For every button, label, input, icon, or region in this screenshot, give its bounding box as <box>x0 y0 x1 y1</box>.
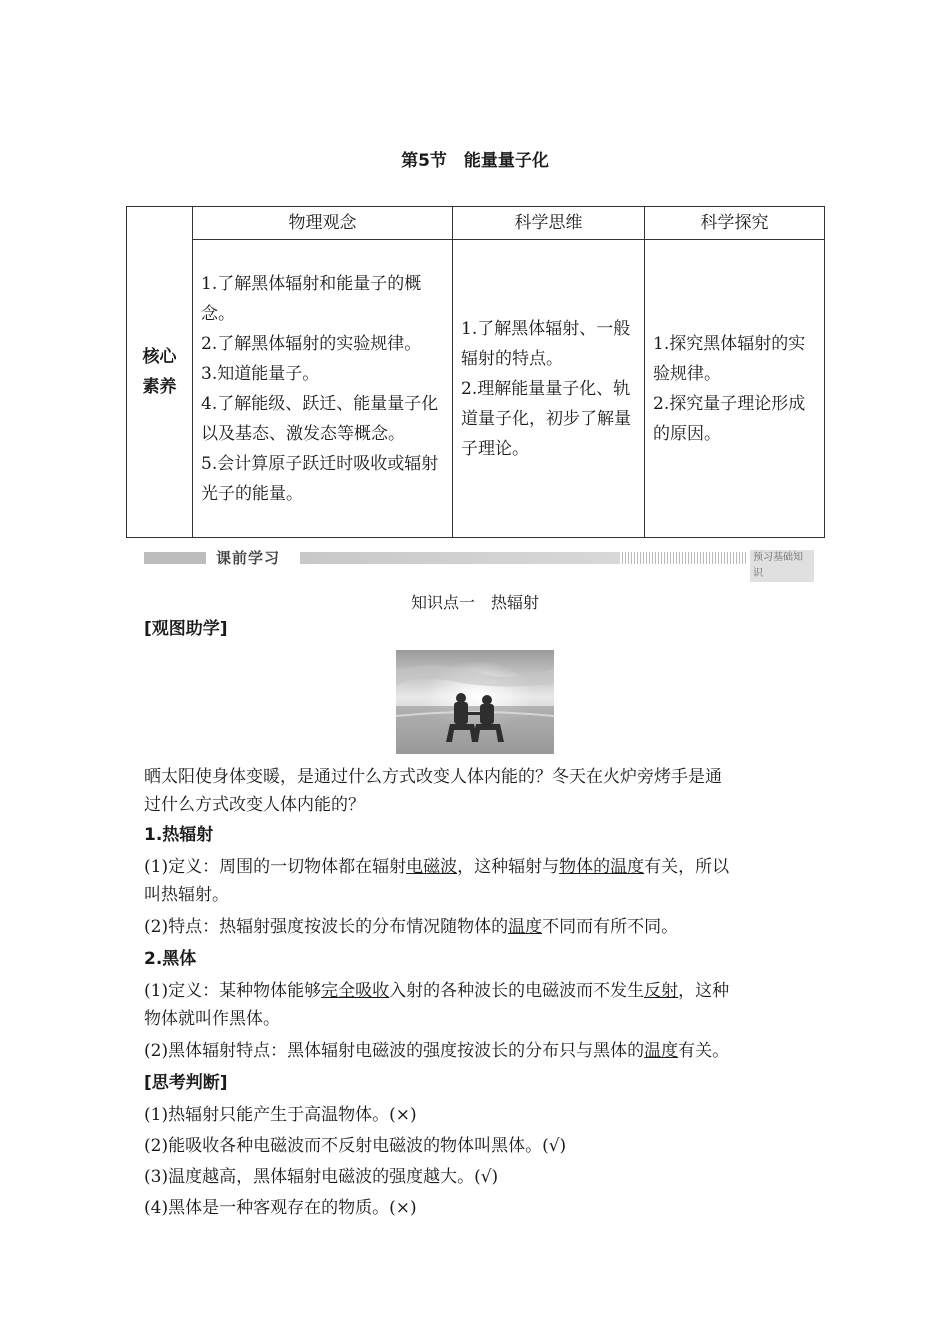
text: ，这种辐射与 <box>457 857 560 877</box>
answer-underlined: 温度 <box>508 917 543 937</box>
thinking-item: 2.理解能量量子化、轨道量子化，初步了解量子理论。 <box>461 378 631 459</box>
concept-item: 1.了解黑体辐射和能量子的概念。 <box>201 273 422 324</box>
text: (2)黑体辐射特点：黑体辐射电磁波的强度按波长的分布只与黑体的 <box>144 1041 645 1061</box>
guide-label: [观图助学] <box>144 619 228 639</box>
answer-underlined: 反射 <box>644 981 679 1001</box>
judgment-item: (1)热辐射只能产生于高温物体。(×) <box>144 1105 417 1125</box>
text: 有关，所以 <box>644 857 730 877</box>
blackbody-definition-line-2: 物体就叫作黑体。 <box>144 1009 280 1029</box>
thinking-item: 1.了解黑体辐射、一般辐射的特点。 <box>461 318 631 369</box>
header-scientific-thinking: 科学思维 <box>453 207 645 240</box>
section-banner <box>144 548 814 579</box>
inquiry-item: 2.探究量子理论形成的原因。 <box>653 393 806 444</box>
concept-item: 4.了解能级、跃迁、能量量子化以及基态、激发态等概念。 <box>201 393 439 444</box>
banner-hatch <box>622 552 748 564</box>
concept-item: 3.知道能量子。 <box>201 363 320 384</box>
answer-underlined: 完全吸收 <box>321 981 390 1001</box>
definition-line-2: 叫热辐射。 <box>144 885 229 905</box>
page-title: 第5节 能量量子化 <box>401 151 549 171</box>
scientific-inquiry-cell <box>645 240 825 538</box>
judgment-item: (4)黑体是一种客观存在的物质。(×) <box>144 1198 417 1218</box>
judgment-item: (2)能吸收各种电磁波而不反射电磁波的物体叫黑体。(√) <box>144 1136 567 1156</box>
core-literacy-table <box>126 206 825 538</box>
concept-item: 2.了解黑体辐射的实验规律。 <box>201 333 422 354</box>
text: 不同而有所不同。 <box>542 917 679 937</box>
scientific-thinking-cell <box>453 240 645 538</box>
text: ，这种 <box>678 981 730 1001</box>
banner-block <box>144 552 206 564</box>
feature-line <box>144 912 814 942</box>
blackbody-definition-line-1 <box>144 976 814 1006</box>
blackbody-feature-line <box>144 1036 814 1066</box>
answer-underlined: 物体的温度 <box>559 857 645 877</box>
text: 有关。 <box>678 1041 730 1061</box>
row-label: 核心素养 <box>127 207 193 538</box>
sunbathing-photo <box>396 650 554 754</box>
beach-chairs-image <box>396 650 554 754</box>
text: (1)定义：某种物体能够 <box>144 981 322 1001</box>
heading-blackbody: 2.黑体 <box>144 949 197 969</box>
question-line-1: 晒太阳使身体变暖，是通过什么方式改变人体内能的？冬天在火炉旁烤手是通 <box>144 767 722 787</box>
heading-thermal-radiation: 1.热辐射 <box>144 825 214 845</box>
text: (2)特点：热辐射强度按波长的分布情况随物体的 <box>144 917 509 937</box>
definition-line-1 <box>144 852 814 882</box>
question-line-2: 过什么方式改变人体内能的？ <box>144 795 365 815</box>
inquiry-item: 1.探究黑体辐射的实验规律。 <box>653 333 806 384</box>
banner-bar <box>300 552 620 564</box>
judgment-item: (3)温度越高，黑体辐射电磁波的强度越大。(√) <box>144 1167 499 1187</box>
answer-underlined: 温度 <box>644 1041 679 1061</box>
header-physics-concept: 物理观念 <box>193 207 453 240</box>
text: (1)定义：周围的一切物体都在辐射 <box>144 857 407 877</box>
physics-concept-cell <box>193 240 453 538</box>
header-scientific-inquiry: 科学探究 <box>645 207 825 240</box>
concept-item: 5.会计算原子跃迁时吸收或辐射光子的能量。 <box>201 453 439 504</box>
judge-label: [思考判断] <box>144 1073 228 1093</box>
banner-label: 课前学习 <box>216 549 281 567</box>
section-title: 知识点一 热辐射 <box>410 593 539 612</box>
banner-tag: 预习基础知识 <box>750 550 814 582</box>
text: 入射的各种波长的电磁波而不发生 <box>389 981 645 1001</box>
answer-underlined: 电磁波 <box>406 857 458 877</box>
